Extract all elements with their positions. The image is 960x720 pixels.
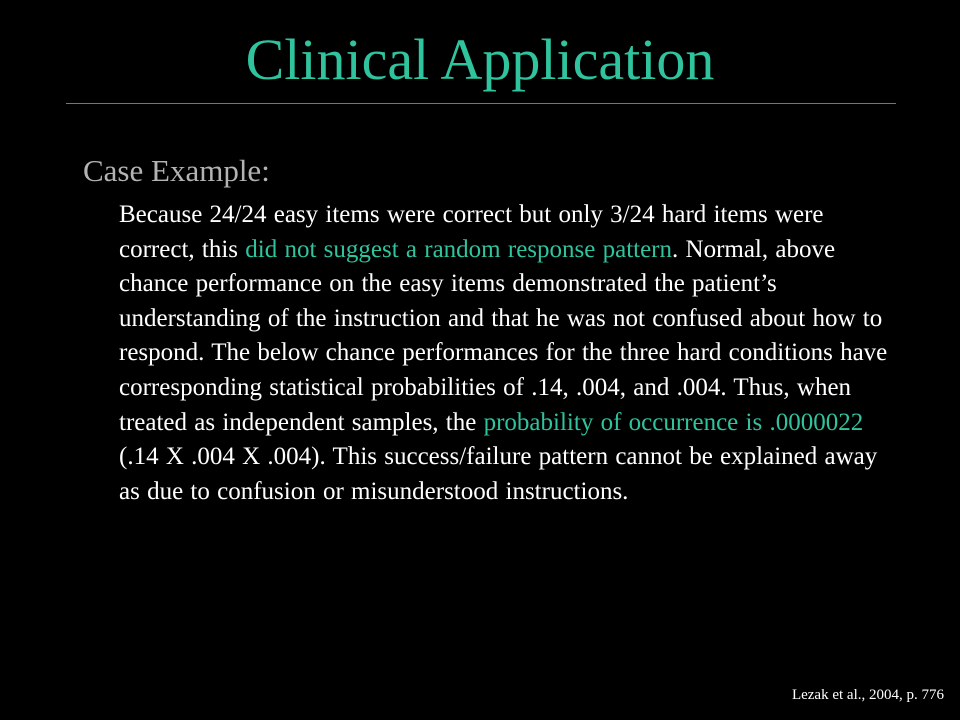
citation: Lezak et al., 2004, p. 776 bbox=[791, 687, 944, 703]
body-text-segment: . Normal, above chance performance on the easy items demonstrated the patient’s understanding of the instruction and that he was not confused about how to respond. The below chance performances for the three hard conditions have corresponding statistical probabilities of .14, .004, and .004. Thus, when treated as independent samples, the bbox=[119, 235, 888, 436]
body-text-segment: Because 24/24 easy items were correct but only 3/24 hard items were correct, this bbox=[119, 201, 824, 263]
title-divider bbox=[66, 103, 896, 104]
slide-title: Clinical Application bbox=[245, 27, 715, 92]
highlight-probability: probability of occurrence is .0000022 bbox=[483, 408, 864, 436]
case-example-body bbox=[119, 198, 889, 509]
body-text-segment: (.14 X .004 X .004). This success/failure pattern cannot be explained away as due to confusion or misunderstood instructions. bbox=[119, 443, 878, 505]
case-example-heading: Case Example: bbox=[83, 153, 270, 188]
highlight-random-response: did not suggest a random response pattern bbox=[245, 235, 673, 263]
